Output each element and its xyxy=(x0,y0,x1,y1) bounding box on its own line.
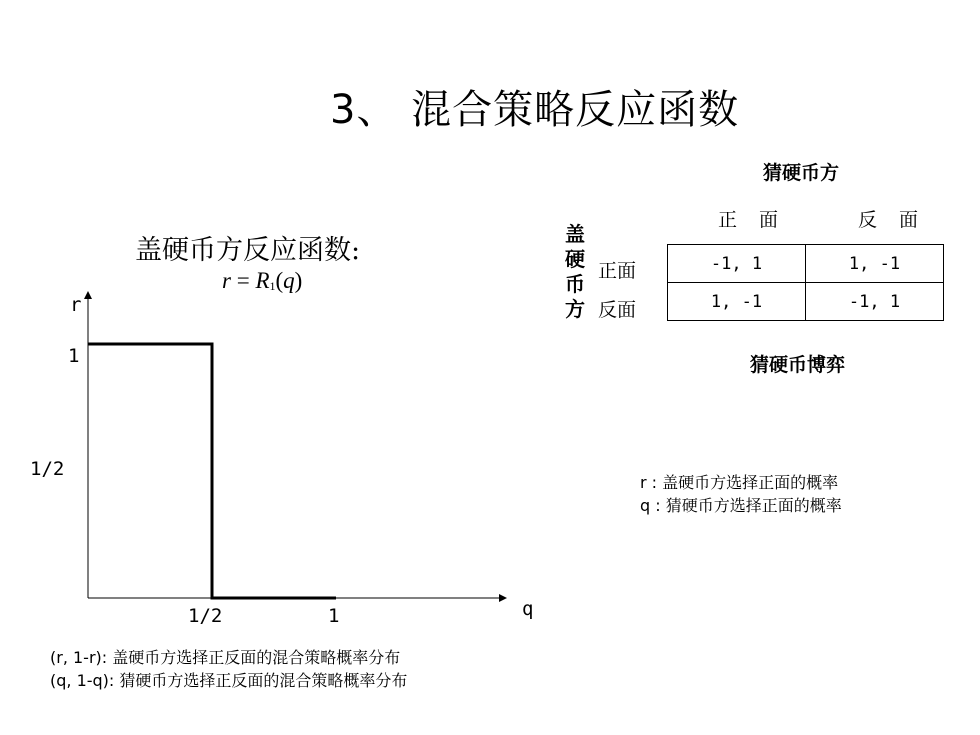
row-player-char: 币 xyxy=(565,272,585,296)
column-head-heads: 正 面 xyxy=(718,209,787,231)
reaction-function-title: 盖硬币方反应函数: xyxy=(135,235,361,266)
column-player-label: 猜硬币方 xyxy=(763,162,840,184)
row-head-tails: 反面 xyxy=(598,299,637,321)
y-tick-label-1: 1 xyxy=(68,345,80,367)
payoff-cell: 1, -1 xyxy=(668,283,806,321)
formula-sub: 1 xyxy=(269,279,276,293)
note-q-distribution: (q, 1-q): 猜硬币方选择正反面的混合策略概率分布 xyxy=(50,671,408,690)
formula-func: R xyxy=(255,268,270,293)
y-axis-label: r xyxy=(70,294,82,316)
slide-title-text: 混合策略反应函数 xyxy=(411,87,740,133)
row-player-char: 盖 xyxy=(565,222,585,246)
formula-close: ) xyxy=(294,268,303,293)
payoff-cell: 1, -1 xyxy=(806,245,944,283)
payoff-row xyxy=(668,283,944,321)
legend-q: q : 猜硬币方选择正面的概率 xyxy=(640,496,842,515)
note-r-distribution: (r, 1-r): 盖硬币方选择正反面的混合策略概率分布 xyxy=(50,648,401,667)
reaction-series-line xyxy=(88,344,336,598)
row-player-char: 硬 xyxy=(565,247,585,271)
x-axis-label: q xyxy=(522,598,534,620)
reaction-chart xyxy=(0,0,560,640)
row-head-heads: 正面 xyxy=(598,260,637,282)
x-tick-label-half: 1/2 xyxy=(188,605,223,627)
payoff-cell: -1, 1 xyxy=(668,245,806,283)
formula-lhs: r xyxy=(222,268,231,293)
slide-title-number: 3、 xyxy=(330,87,398,133)
y-tick-label-half: 1/2 xyxy=(30,458,65,480)
row-player-char: 方 xyxy=(565,297,585,321)
game-caption: 猜硬币博弈 xyxy=(750,354,846,376)
formula-arg: q xyxy=(283,268,295,293)
formula-open: ( xyxy=(275,268,284,293)
legend-r: r : 盖硬币方选择正面的概率 xyxy=(640,473,839,492)
formula-eq: = xyxy=(236,268,250,293)
row-player-label xyxy=(563,222,587,322)
column-head-tails: 反 面 xyxy=(858,209,927,231)
payoff-row xyxy=(668,245,944,283)
x-tick-label-1: 1 xyxy=(328,605,340,627)
payoff-matrix xyxy=(667,244,944,321)
payoff-cell: -1, 1 xyxy=(806,283,944,321)
